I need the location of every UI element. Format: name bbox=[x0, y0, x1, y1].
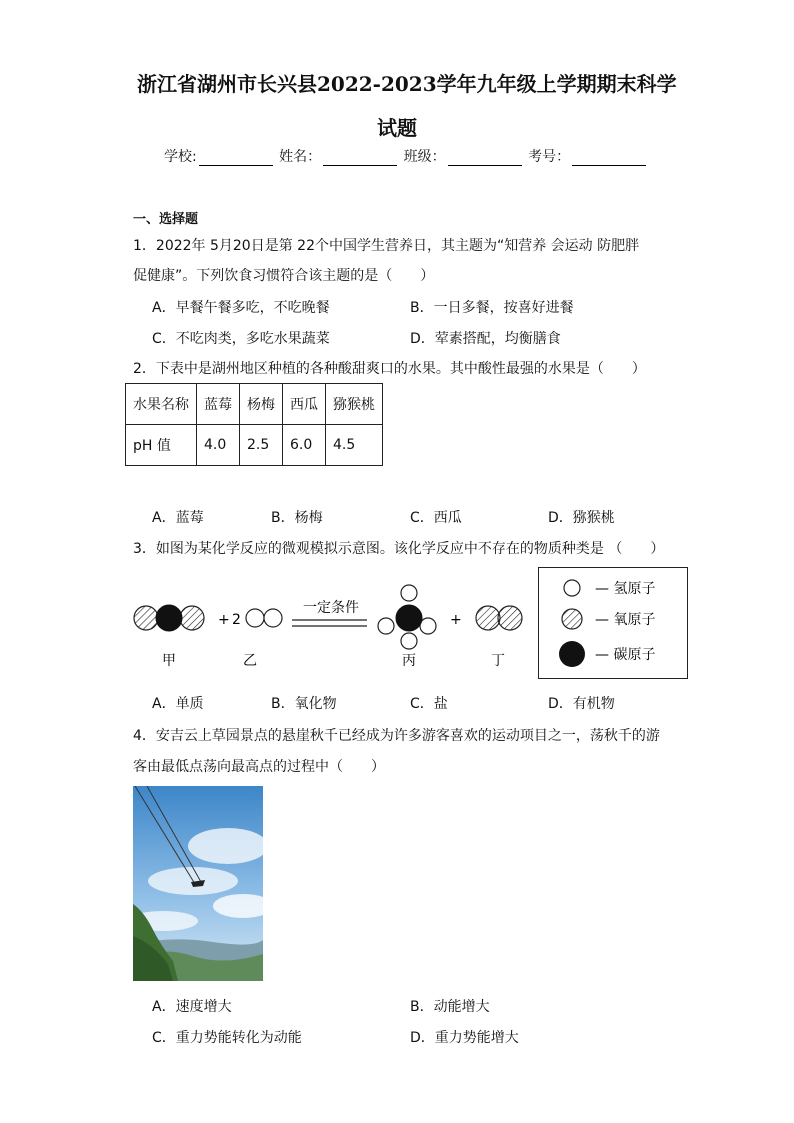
q3-stem: 3．如图为某化学反应的微观模拟示意图。该化学反应中不存在的物质种类是 （ ） bbox=[133, 541, 665, 557]
q2-option-b[interactable]: B．杨梅 bbox=[271, 510, 323, 526]
q4-stem-line-2: 客由最低点荡向最高点的过程中（ ） bbox=[133, 759, 385, 775]
legend-hydrogen: — 氢原子 bbox=[595, 581, 656, 597]
number-label: 考号： bbox=[528, 149, 571, 165]
q1-stem-line-2: 促健康”。下列饮食习惯符合该主题的是（ ） bbox=[133, 268, 435, 284]
section-heading: 一、选择题 bbox=[133, 212, 199, 227]
q4-option-d[interactable]: D．重力势能增大 bbox=[410, 1030, 519, 1046]
number-blank[interactable] bbox=[572, 151, 646, 166]
carbon-atom-icon bbox=[559, 641, 585, 667]
school-blank[interactable] bbox=[199, 151, 273, 166]
hydrogen-atom-icon bbox=[564, 580, 580, 596]
table-row bbox=[126, 425, 383, 466]
table-cell: 水果名称 bbox=[126, 384, 197, 425]
q3-option-b[interactable]: B．氧化物 bbox=[271, 696, 337, 712]
coefficient: 2 bbox=[232, 612, 241, 628]
q2-option-d[interactable]: D．猕猴桃 bbox=[548, 510, 615, 526]
class-label: 班级： bbox=[403, 149, 446, 165]
legend-carbon: — 碳原子 bbox=[595, 647, 656, 663]
oxygen-atom-icon bbox=[562, 609, 582, 629]
name-blank[interactable] bbox=[323, 151, 397, 166]
table-cell: 4.5 bbox=[326, 425, 383, 466]
ph-table bbox=[125, 383, 383, 466]
q2-option-c[interactable]: C．西瓜 bbox=[410, 510, 462, 526]
q1-stem-line-1: 1．2022年 5月20日是第 22个中国学生营养日，其主题为“知营养 会运动 防肥胖 bbox=[133, 238, 640, 254]
table-cell: 2.5 bbox=[240, 425, 283, 466]
q3-option-d[interactable]: D．有机物 bbox=[548, 696, 615, 712]
molecule-jia bbox=[134, 605, 204, 631]
label-yi: 乙 bbox=[243, 653, 257, 669]
cliff-swing-photo bbox=[133, 786, 263, 981]
title-line-2: 试题 bbox=[377, 116, 417, 140]
atom-legend bbox=[538, 567, 688, 679]
legend-oxygen: — 氧原子 bbox=[595, 612, 656, 628]
table-cell: 西瓜 bbox=[283, 384, 326, 425]
table-cell: 猕猴桃 bbox=[326, 384, 383, 425]
plus-sign-2: + bbox=[450, 612, 462, 628]
class-blank[interactable] bbox=[448, 151, 522, 166]
q3-option-c[interactable]: C．盐 bbox=[410, 696, 448, 712]
title-line-1: 浙江省湖州市长兴县2022-2023学年九年级上学期期末科学 bbox=[137, 72, 677, 96]
q1-option-b[interactable]: B．一日多餐，按喜好进餐 bbox=[410, 300, 574, 316]
q1-option-c[interactable]: C．不吃肉类，多吃水果蔬菜 bbox=[152, 331, 330, 347]
student-info-row bbox=[164, 146, 648, 166]
q2-option-a[interactable]: A．蓝莓 bbox=[152, 510, 204, 526]
table-header-row bbox=[126, 384, 383, 425]
table-cell: 4.0 bbox=[197, 425, 240, 466]
q4-option-b[interactable]: B．动能增大 bbox=[410, 999, 490, 1015]
table-cell: 6.0 bbox=[283, 425, 326, 466]
table-cell: 杨梅 bbox=[240, 384, 283, 425]
reaction-condition: 一定条件 bbox=[303, 600, 359, 616]
school-label: 学校: bbox=[164, 149, 197, 165]
q4-option-c[interactable]: C．重力势能转化为动能 bbox=[152, 1030, 302, 1046]
molecule-bing bbox=[378, 585, 436, 649]
label-jia: 甲 bbox=[162, 653, 176, 669]
table-cell: pH 值 bbox=[126, 425, 197, 466]
q3-option-a[interactable]: A．单质 bbox=[152, 696, 204, 712]
q2-stem: 2．下表中是湖州地区种植的各种酸甜爽口的水果。其中酸性最强的水果是（ ） bbox=[133, 361, 646, 377]
name-label: 姓名： bbox=[279, 149, 322, 165]
q4-option-a[interactable]: A．速度增大 bbox=[152, 999, 232, 1015]
q4-stem-line-1: 4．安吉云上草园景点的悬崖秋千已经成为许多游客喜欢的运动项目之一，荡秋千的游 bbox=[133, 728, 660, 744]
label-bing: 丙 bbox=[402, 653, 416, 669]
table-cell: 蓝莓 bbox=[197, 384, 240, 425]
plus-sign: + bbox=[218, 612, 230, 628]
molecule-ding bbox=[476, 606, 522, 630]
q1-option-a[interactable]: A．早餐午餐多吃，不吃晚餐 bbox=[152, 300, 330, 316]
label-ding: 丁 bbox=[491, 653, 505, 669]
molecule-yi bbox=[246, 609, 282, 627]
q1-option-d[interactable]: D．荤素搭配，均衡膳食 bbox=[410, 331, 561, 347]
